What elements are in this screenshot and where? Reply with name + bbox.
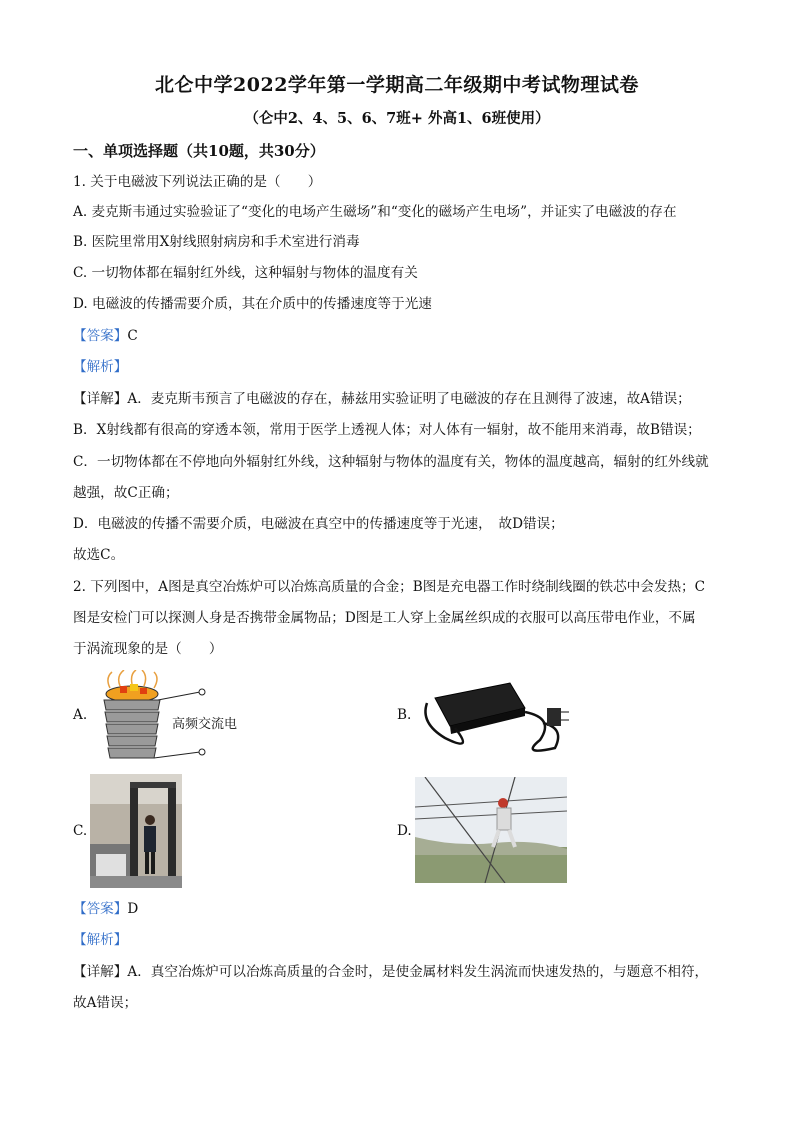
q1-stem: 1. 关于电磁波下列说法正确的是（ ） xyxy=(73,174,322,190)
q1-detail-line: B．X射线都有很高的穿透本领，常用于医学上透视人体；对人体有一辐射，故不能用来消毒，故B错误； xyxy=(73,422,701,438)
answer-value: D xyxy=(127,901,139,917)
q1-answer xyxy=(73,326,138,346)
q1-detail-line: C．一切物体都在不停地向外辐射红外线，这种辐射与物体的温度有关，物体的温度越高，辐射的红外线就 xyxy=(73,454,709,470)
q1-option-d: D. 电磁波的传播需要介质，其在介质中的传播速度等于光速 xyxy=(73,296,432,312)
q2-answer xyxy=(73,899,138,919)
fig-a-caption: 高频交流电 xyxy=(172,717,238,732)
q1-detail-line: 【详解】A．麦克斯韦预言了电磁波的存在，赫兹用实验证明了电磁波的存在且测得了波速，故A错误； xyxy=(73,391,691,407)
q2-option-b-label: B. xyxy=(397,707,412,723)
q2-detail-line: 故A错误； xyxy=(73,995,138,1011)
q1-detail-line: 越强，故C正确； xyxy=(73,485,179,501)
q2-stem-line: 图是安检门可以探测人身是否携带金属物品；D图是工人穿上金属丝织成的衣服可以高压带电作业，不属 xyxy=(73,610,696,626)
answer-tag: 【答案】 xyxy=(73,328,128,344)
charger-drawing xyxy=(415,668,575,760)
q1-analysis-tag: 【解析】 xyxy=(73,359,128,375)
q1-detail-line: D．电磁波的传播不需要介质，电磁波在真空中的传播速度等于光速， 故D错误； xyxy=(73,516,564,532)
charger-image xyxy=(415,668,575,760)
page-title: 北仑中学2022学年第一学期高二年级期中考试物理试卷 xyxy=(155,74,639,96)
answer-value: C xyxy=(127,328,138,344)
answer-tag: 【答案】 xyxy=(73,901,128,917)
q2-option-a-label: A. xyxy=(73,707,88,723)
q2-detail-line: 【详解】A．真空冶炼炉可以冶炼高质量的合金时，是使金属材料发生涡流而快速发热的，与题意不相符， xyxy=(73,964,709,980)
lineman-image xyxy=(415,777,567,883)
page-subtitle: （仑中2、4、5、6、7班+ 外高1、6班使用） xyxy=(244,110,550,127)
section-heading: 一、单项选择题（共10题，共30分） xyxy=(73,142,325,160)
q1-option-b: B. 医院里常用X射线照射病房和手术室进行消毒 xyxy=(73,234,360,250)
security-gate-drawing xyxy=(90,774,182,888)
q2-option-c-label: C. xyxy=(73,823,88,839)
q2-option-d-label: D. xyxy=(397,823,412,839)
lineman-drawing xyxy=(415,777,567,883)
q1-detail-line: 故选C。 xyxy=(73,547,125,563)
q1-option-c: C. 一切物体都在辐射红外线，这种辐射与物体的温度有关 xyxy=(73,265,418,281)
security-gate-image xyxy=(90,774,182,888)
q2-stem-line: 2. 下列图中，A图是真空冶炼炉可以冶炼高质量的合金；B图是充电器工作时绕制线圈的铁芯中会发热；C xyxy=(73,579,706,595)
q1-option-a: A. 麦克斯韦通过实验验证了“变化的电场产生磁场”和“变化的磁场产生电场”，并证实了电磁波的存在 xyxy=(73,204,677,220)
q2-analysis-tag: 【解析】 xyxy=(73,932,128,948)
q2-stem-line: 于涡流现象的是（ ） xyxy=(73,641,223,657)
